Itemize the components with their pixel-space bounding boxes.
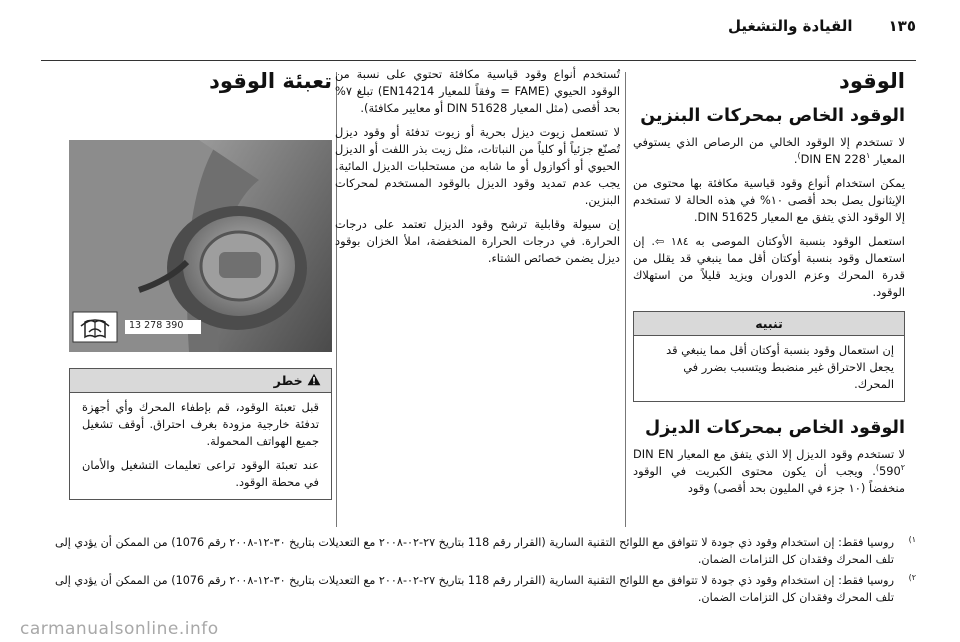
fuel-filler-photo [69,140,332,352]
danger-box [69,368,332,500]
footnote-2 [36,572,916,606]
footnote-mark: ٢) [908,573,916,582]
fuel-title: الوقود [839,69,905,93]
header-rule [41,60,916,61]
notice-box [633,311,905,402]
diesel-paragraph-1 [633,446,905,497]
footnote-mark: ١) [908,535,916,544]
biodiesel-paragraph: تُستخدم أنواع وقود قياسية مكافئة تحتوي على نسبة من الوقود الحيوي (FAME = وفقاً للمعيار EN14214) تبلغ ٧% بحد أقصى (مثل المعيار DIN 51628 أو معايير مكافئة). [335,67,620,115]
column-diesel-continued [335,66,620,274]
gasoline-heading: الوقود الخاص بمحركات البنزين [640,106,905,126]
danger-label: خطر [273,373,303,388]
watermark: carmanualsonline.info [20,619,219,639]
danger-paragraph-1: قبل تعبئة الوقود، قم بإطفاء المحرك وأي أجهزة تدفئة خارجية مزودة بغرف احتراق. أوقف تشغيل جميع الهواتف المحمولة. [82,400,319,448]
diesel-text-cont: . ويجب أن يكون محتوى الكبريت في الوقود منخفضاً (١٠ جزء في المليون بحد أقصى) وقود [633,464,905,495]
column-refuelling [57,66,332,500]
footnotes [36,534,916,610]
diesel-heading: الوقود الخاص بمحركات الديزل [645,418,905,438]
page-number: ١٣٥ [888,16,916,35]
photo-code: 13 278 390 [129,320,184,331]
gasoline-end: . [793,152,798,166]
notice-title: تنبيه [634,312,904,336]
fuel-filler-illustration [69,140,332,352]
footnote-ref: ١) [797,151,871,161]
octane-detail: إن استعمال وقود بنسبة أوكتان أقل مما ينبغي قد يقلل من قدرة المحرك وعزم الدوران ويزيد قليلاً من استهلاك الوقود. [633,234,905,299]
refuelling-title: تعبئة الوقود [209,69,332,93]
octane-text: استعمل الوقود بنسبة الأوكتان الموصى به [695,234,905,248]
footnote-ref: ٢) [875,463,905,473]
section-title: القيادة والتشغيل [727,16,853,35]
footnote-text: روسيا فقط: إن استخدام وقود ذي جودة لا تتوافق مع اللوائح التقنية السارية (القرار رقم 118 بتاريخ ٢٧-٠٢-٢٠٠٨ مع التعديلات بتاريخ ٣٠-١٢-٢٠٠٨ رقم 1076) من الممكن أن يؤدي إلى تلف المحرك وفقدان كل التزامات الضمان. [55,574,894,604]
footnote-1 [36,534,916,568]
danger-title [70,369,331,393]
forbidden-fuels-paragraph: لا تستعمل زيوت ديزل بحرية أو زيوت تدفئة أو وقود ديزل تُصنّع جزئياً أو كلياً من النباتات، مثل زيت بذر اللفت أو الديزل الحيوي أو أكوازول أو ما شابه من مستحلبات الديزل المائية. يجب عدم تمديد وقود الديزل بالوقود المستخدم لمحركات البنزين. [335,125,620,207]
footnote-text: روسيا فقط: إن استخدام وقود ذي جودة لا تتوافق مع اللوائح التقنية السارية (القرار رقم 118 بتاريخ ٢٧-٠٢-٢٠٠٨ مع التعديلات بتاريخ ٣٠-١٢-٢٠٠٨ رقم 1076) من الممكن أن يؤدي إلى تلف المحرك وفقدان كل التزامات الضمان. [55,536,894,566]
diesel-text: لا تستخدم وقود الديزل إلا الذي يتفق مع المعيار DIN EN 590 [633,447,905,478]
page-reference[interactable]: ١٨٤ ⇦ [654,235,689,248]
danger-paragraph-2: عند تعبئة الوقود تراعى تعليمات التشغيل والأمان في محطة الوقود. [82,458,319,489]
column-divider [625,72,626,527]
manual-book-icon [83,318,107,340]
gasoline-paragraph-2: يمكن استخدام أنواع وقود قياسية مكافئة بها محتوى من الإيثانول يصل بحد أقصى ١٠% في هذه الحالة لا تستخدم إلا الوقود الذي يتفق مع المعيار DIN 51625. [633,176,905,224]
winter-fuel-paragraph: إن سيولة وقابلية ترشح وقود الديزل تعتمد على درجات الحرارة. في درجات الحرارة المنخفضة، املأ الخزان بوقود ديزل يضمن خصائص الشتاء. [335,217,620,265]
gasoline-paragraph-3: استعمل الوقود بنسبة الأوكتان الموصى به ١٨٤ ⇦. إن استعمال وقود بنسبة أوكتان أقل مما ينبغي قد يقلل من قدرة المحرك وعزم الدوران ويزيد قليلاً من استهلاك الوقود. [633,234,905,299]
notice-body: إن استعمال وقود بنسبة أوكتان أقل مما ينبغي قد يجعل الاحتراق غير منضبط ويتسبب بضرر في المحرك. [666,343,894,391]
column-fuel [633,66,905,504]
gasoline-paragraph-1 [633,134,905,168]
page-header [36,14,916,38]
danger-body [70,393,331,499]
gasoline-text: لا تستخدم إلا الوقود الخالي من الرصاص الذي يستوفي المعيار DIN EN 228 [633,135,905,166]
warning-triangle-icon [307,373,321,386]
